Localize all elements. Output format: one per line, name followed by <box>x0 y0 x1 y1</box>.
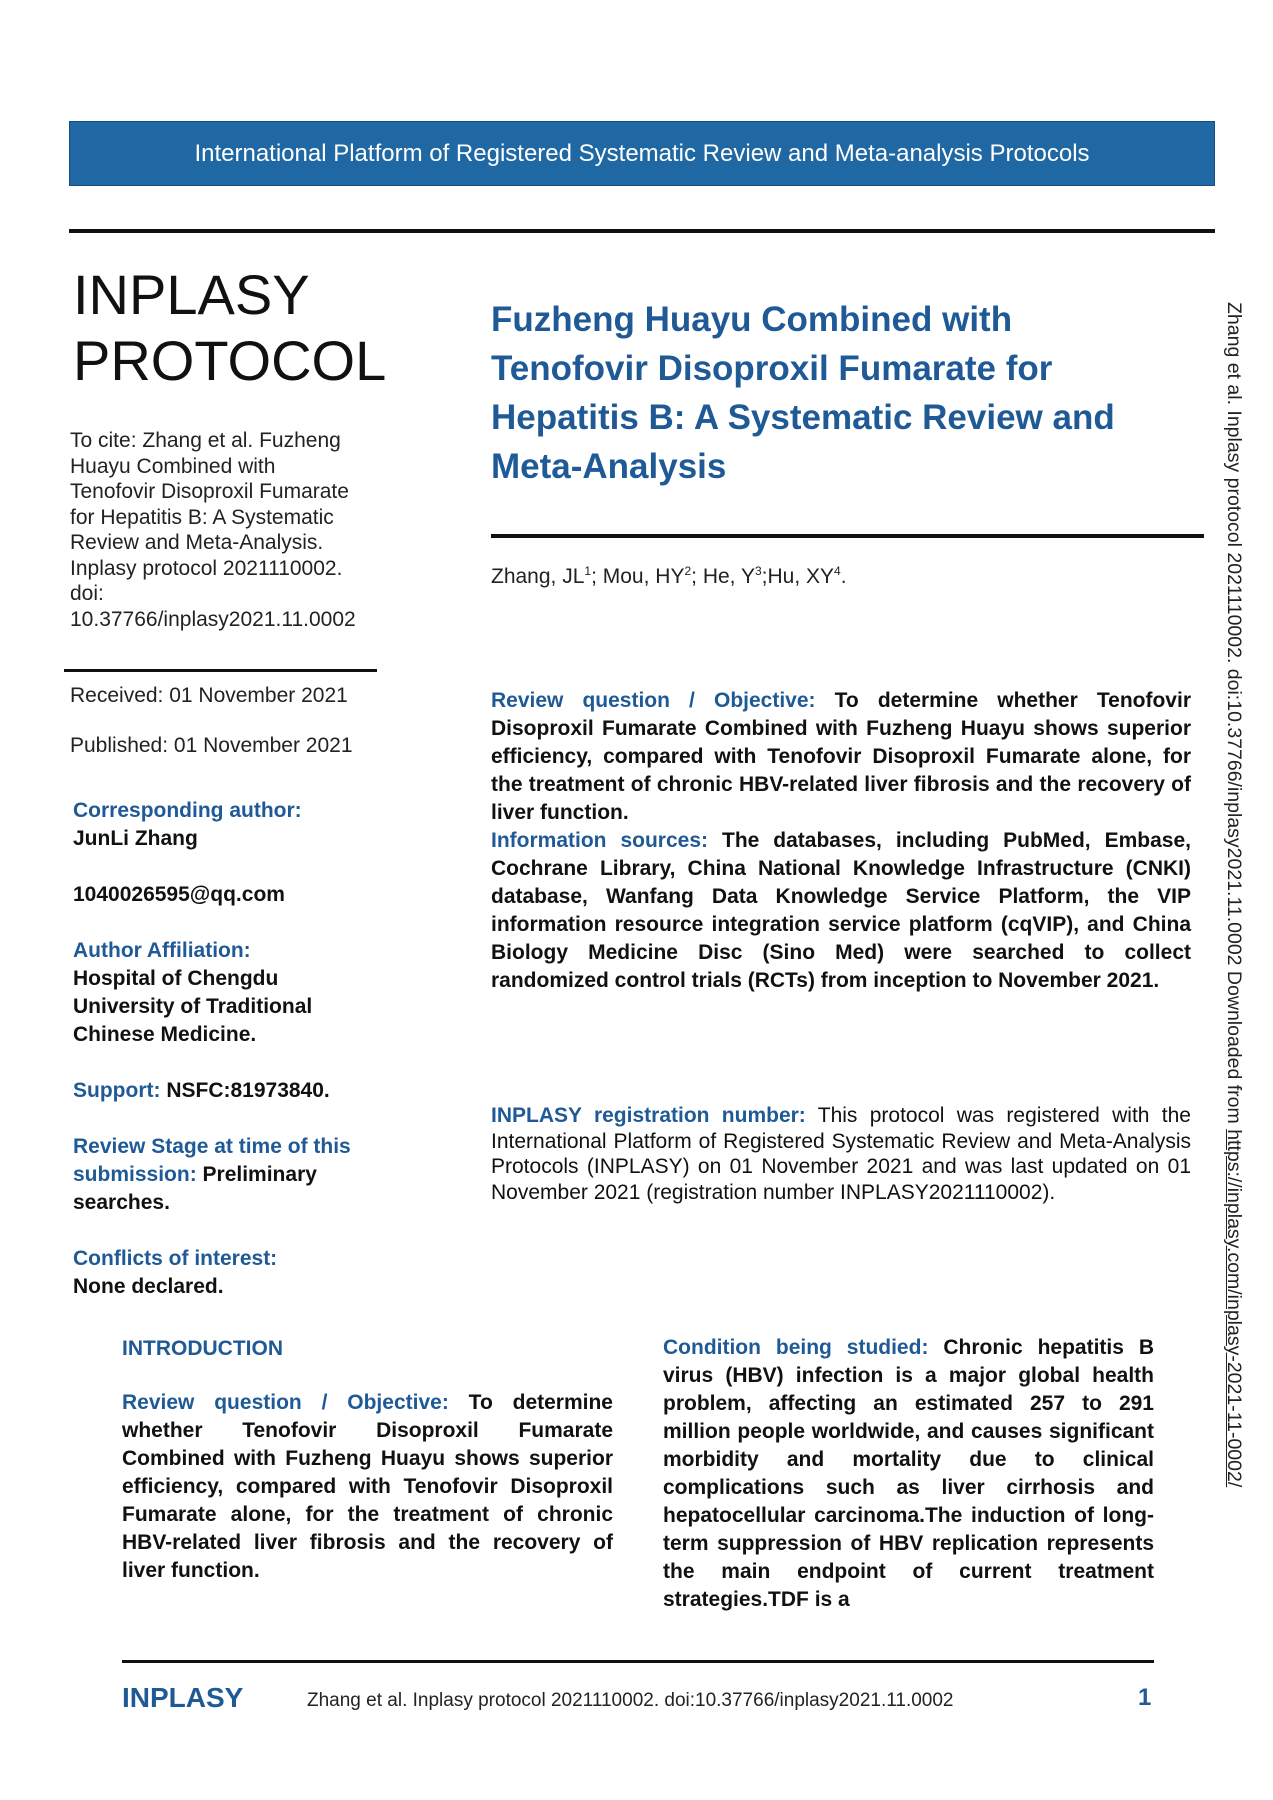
condition-label: Condition being studied: <box>663 1336 929 1359</box>
footer-divider <box>122 1660 1154 1663</box>
top-divider <box>69 229 1215 233</box>
received-date: Received: 01 November 2021 <box>70 684 348 707</box>
author-email-link[interactable]: 1040026595@qq.com <box>73 883 285 906</box>
affiliation-number: 3 <box>754 564 762 578</box>
condition-being-studied <box>663 1334 1154 1614</box>
affiliation-line: University of Traditional <box>73 995 313 1018</box>
intro-objective-label: Review question / Objective: <box>122 1391 449 1414</box>
citation-line: doi: <box>70 582 104 605</box>
conflicts-label: Conflicts of interest: <box>73 1247 278 1270</box>
review-stage-value-cont: searches. <box>73 1191 170 1214</box>
protocol-heading <box>73 262 386 394</box>
intro-objective-text: To determine whether Tenofovir Disoproxil Fumarate Combined with Fuzheng Huayu shows superior efficiency, compared with Tenofovir Disoproxil Fumarate alone, for the treatment of chronic HBV-related liver fibrosis and the recovery of liver function. <box>122 1391 613 1582</box>
review-stage-label-cont: submission: <box>73 1163 197 1186</box>
paper-title-line: Tenofovir Disoproxil Fumarate for <box>491 349 1053 388</box>
affiliation-label: Author Affiliation: <box>73 939 251 962</box>
registration-text: This protocol was registered with the International Platform of Registered Systematic Review and Meta-Analysis Protocols (INPLASY) on 01 November 2021 and was last updated on 01 November 2021 (registration number INPLASY2021110002). <box>491 1104 1191 1204</box>
corresponding-author-label: Corresponding author: <box>73 799 302 822</box>
affiliation-line: Hospital of Chengdu <box>73 967 279 990</box>
condition-text: Chronic hepatitis B virus (HBV) infection is a major global health problem, affecting an estimated 257 to 291 million people worldwide, and causes significant morbidity and mortality due to clinical complications such as liver cirrhosis and hepatocellular carcinoma.The induction of long-term suppression of HBV replication represents the main endpoint of current treatment strategies.TDF is a <box>663 1336 1154 1611</box>
author-list-end: . <box>840 565 847 588</box>
citation-line: Review and Meta-Analysis. <box>70 531 324 554</box>
footer-citation: Zhang et al. Inplasy protocol 2021110002. doi:10.37766/inplasy2021.11.0002 <box>307 1690 954 1711</box>
author-list <box>491 564 847 589</box>
affiliation-number: 4 <box>834 564 841 578</box>
intro-objective <box>122 1389 613 1585</box>
abstract-information-sources <box>491 827 1191 995</box>
side-citation <box>1222 302 1245 1487</box>
platform-banner: International Platform of Registered Systematic Review and Meta-analysis Protocols <box>69 121 1215 186</box>
side-citation-text: Zhang et al. Inplasy protocol 2021110002. doi:10.37766/inplasy2021.11.0002 Downloaded from <box>1223 302 1245 1130</box>
author-name: ;Hu, XY <box>761 565 835 588</box>
affiliation-number: 2 <box>684 564 692 578</box>
abstract-objective-label: Review question / Objective: <box>491 689 816 712</box>
author-name: ; He, Y <box>691 565 755 588</box>
citation-line: Tenofovir Disoproxil Fumarate <box>70 480 349 503</box>
review-stage-line <box>73 1161 403 1189</box>
registration-block <box>491 1103 1191 1205</box>
review-stage-label: Review Stage at time of this <box>73 1135 351 1158</box>
title-divider <box>491 534 1204 538</box>
protocol-heading-line: INPLASY <box>73 263 310 326</box>
protocol-heading-line: PROTOCOL <box>73 329 387 392</box>
support-line <box>73 1077 403 1105</box>
affiliation-line: Chinese Medicine. <box>73 1023 257 1046</box>
left-divider <box>64 669 377 672</box>
paper-title-line: Meta-Analysis <box>491 447 727 486</box>
author-name: ; Mou, HY <box>591 565 685 588</box>
page-number: 1 <box>1138 1684 1152 1711</box>
citation-block <box>70 428 400 632</box>
review-stage-value: Preliminary <box>196 1163 317 1186</box>
citation-line: for Hepatitis B: A Systematic <box>70 505 334 529</box>
support-value: NSFC:81973840. <box>160 1079 330 1102</box>
introduction-heading: INTRODUCTION <box>122 1337 283 1360</box>
published-date: Published: 01 November 2021 <box>70 734 353 757</box>
conflicts-value: None declared. <box>73 1275 224 1298</box>
information-sources-label: Information sources: <box>491 829 709 852</box>
support-label: Support: <box>73 1079 161 1102</box>
paper-title-line: Fuzheng Huayu Combined with <box>491 300 1013 339</box>
affiliation-number: 1 <box>584 564 592 578</box>
paper-title <box>491 295 1211 491</box>
paper-title-line: Hepatitis B: A Systematic Review and <box>491 398 1115 437</box>
registration-label: INPLASY registration number: <box>491 1104 806 1127</box>
citation-line: Huayu Combined with <box>70 454 276 478</box>
footer-brand: INPLASY <box>122 1682 244 1713</box>
citation-line: Inplasy protocol 2021110002. <box>70 556 343 580</box>
information-sources-text: The databases, including PubMed, Embase, Cochrane Library, China National Knowledge Infrastructure (CNKI) database, Wanfang Data Knowledge Service Platform, the VIP information resource integration service platform (cqVIP), and China Biology Medicine Disc (Sino Med) were searched to collect randomized control trials (RCTs) from inception to November 2021. <box>491 829 1191 992</box>
corresponding-author-name: JunLi Zhang <box>73 827 198 850</box>
abstract-objective-text: To determine whether Tenofovir Disoproxil Fumarate Combined with Fuzheng Huayu shows superior efficiency, compared with Tenofovir Disoproxil Fumarate alone, for the treatment of chronic HBV-related liver fibrosis and the recovery of liver function. <box>491 689 1191 824</box>
author-name: Zhang, JL <box>491 565 585 588</box>
author-metadata <box>73 797 403 1301</box>
download-link[interactable]: https://inplasy.com/inplasy-2021-11-0002/ <box>1223 1129 1245 1488</box>
citation-doi-link[interactable]: 10.37766/inplasy2021.11.0002 <box>70 607 356 631</box>
abstract-objective <box>491 687 1191 827</box>
citation-line: To cite: Zhang et al. Fuzheng <box>70 429 341 452</box>
